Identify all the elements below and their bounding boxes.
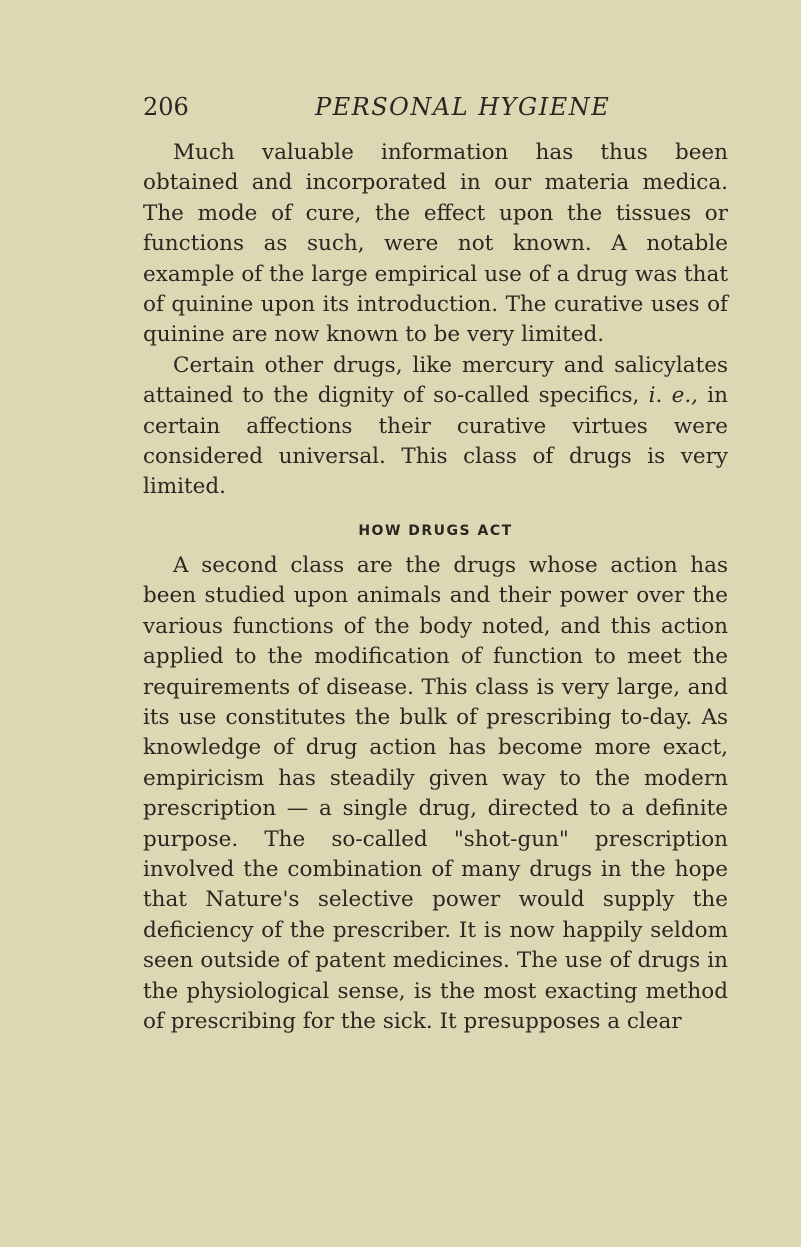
page-header <box>143 92 663 122</box>
paragraph-2 <box>143 351 728 503</box>
section-heading: HOW DRUGS ACT <box>358 522 513 539</box>
paragraph-2-text-start: Certain other drugs, like mercury and salicylates attained to the dignity of so-called specifics, <box>143 352 728 409</box>
paragraph-2-text-end: in certain affections their curative virtues were considered universal. This class of drugs is very limited. <box>143 383 729 500</box>
page-number: 206 <box>143 93 189 121</box>
paragraph-2-italic-abbrev: i. e., <box>648 383 699 409</box>
paragraph-1: Much valuable information has thus been obtained and incorporated in our materia medica. The mode of cure, the effect upon the tissues or functions as such, were not known. A notable example of the large empirical use of a drug was that of quinine upon its introduction. The curative uses of quinine are now known to be very limited. <box>143 140 728 348</box>
body-text <box>143 138 728 1037</box>
running-title: PERSONAL HYGIENE <box>315 93 611 121</box>
paragraph-3: A second class are the drugs whose action has been studied upon animals and their power over the various functions of the body noted, and this action applied to the modification of function to meet the requirements of disease. This class is very large, and its use constitutes the bulk of prescribing to-day. As knowledge of drug action has become more exact, empiricism has steadily given way to the modern prescription — a single drug, directed to a definite purpose. The so-called "shot-gun" prescription involved the combination of many drugs in the hope that Nature's selective power would supply the deficiency of the prescriber. It is now happily seldom seen outside of patent medicines. The use of drugs in the physiological sense, is the most exacting method of prescribing for the sick. It presupposes a clear <box>143 552 728 1034</box>
